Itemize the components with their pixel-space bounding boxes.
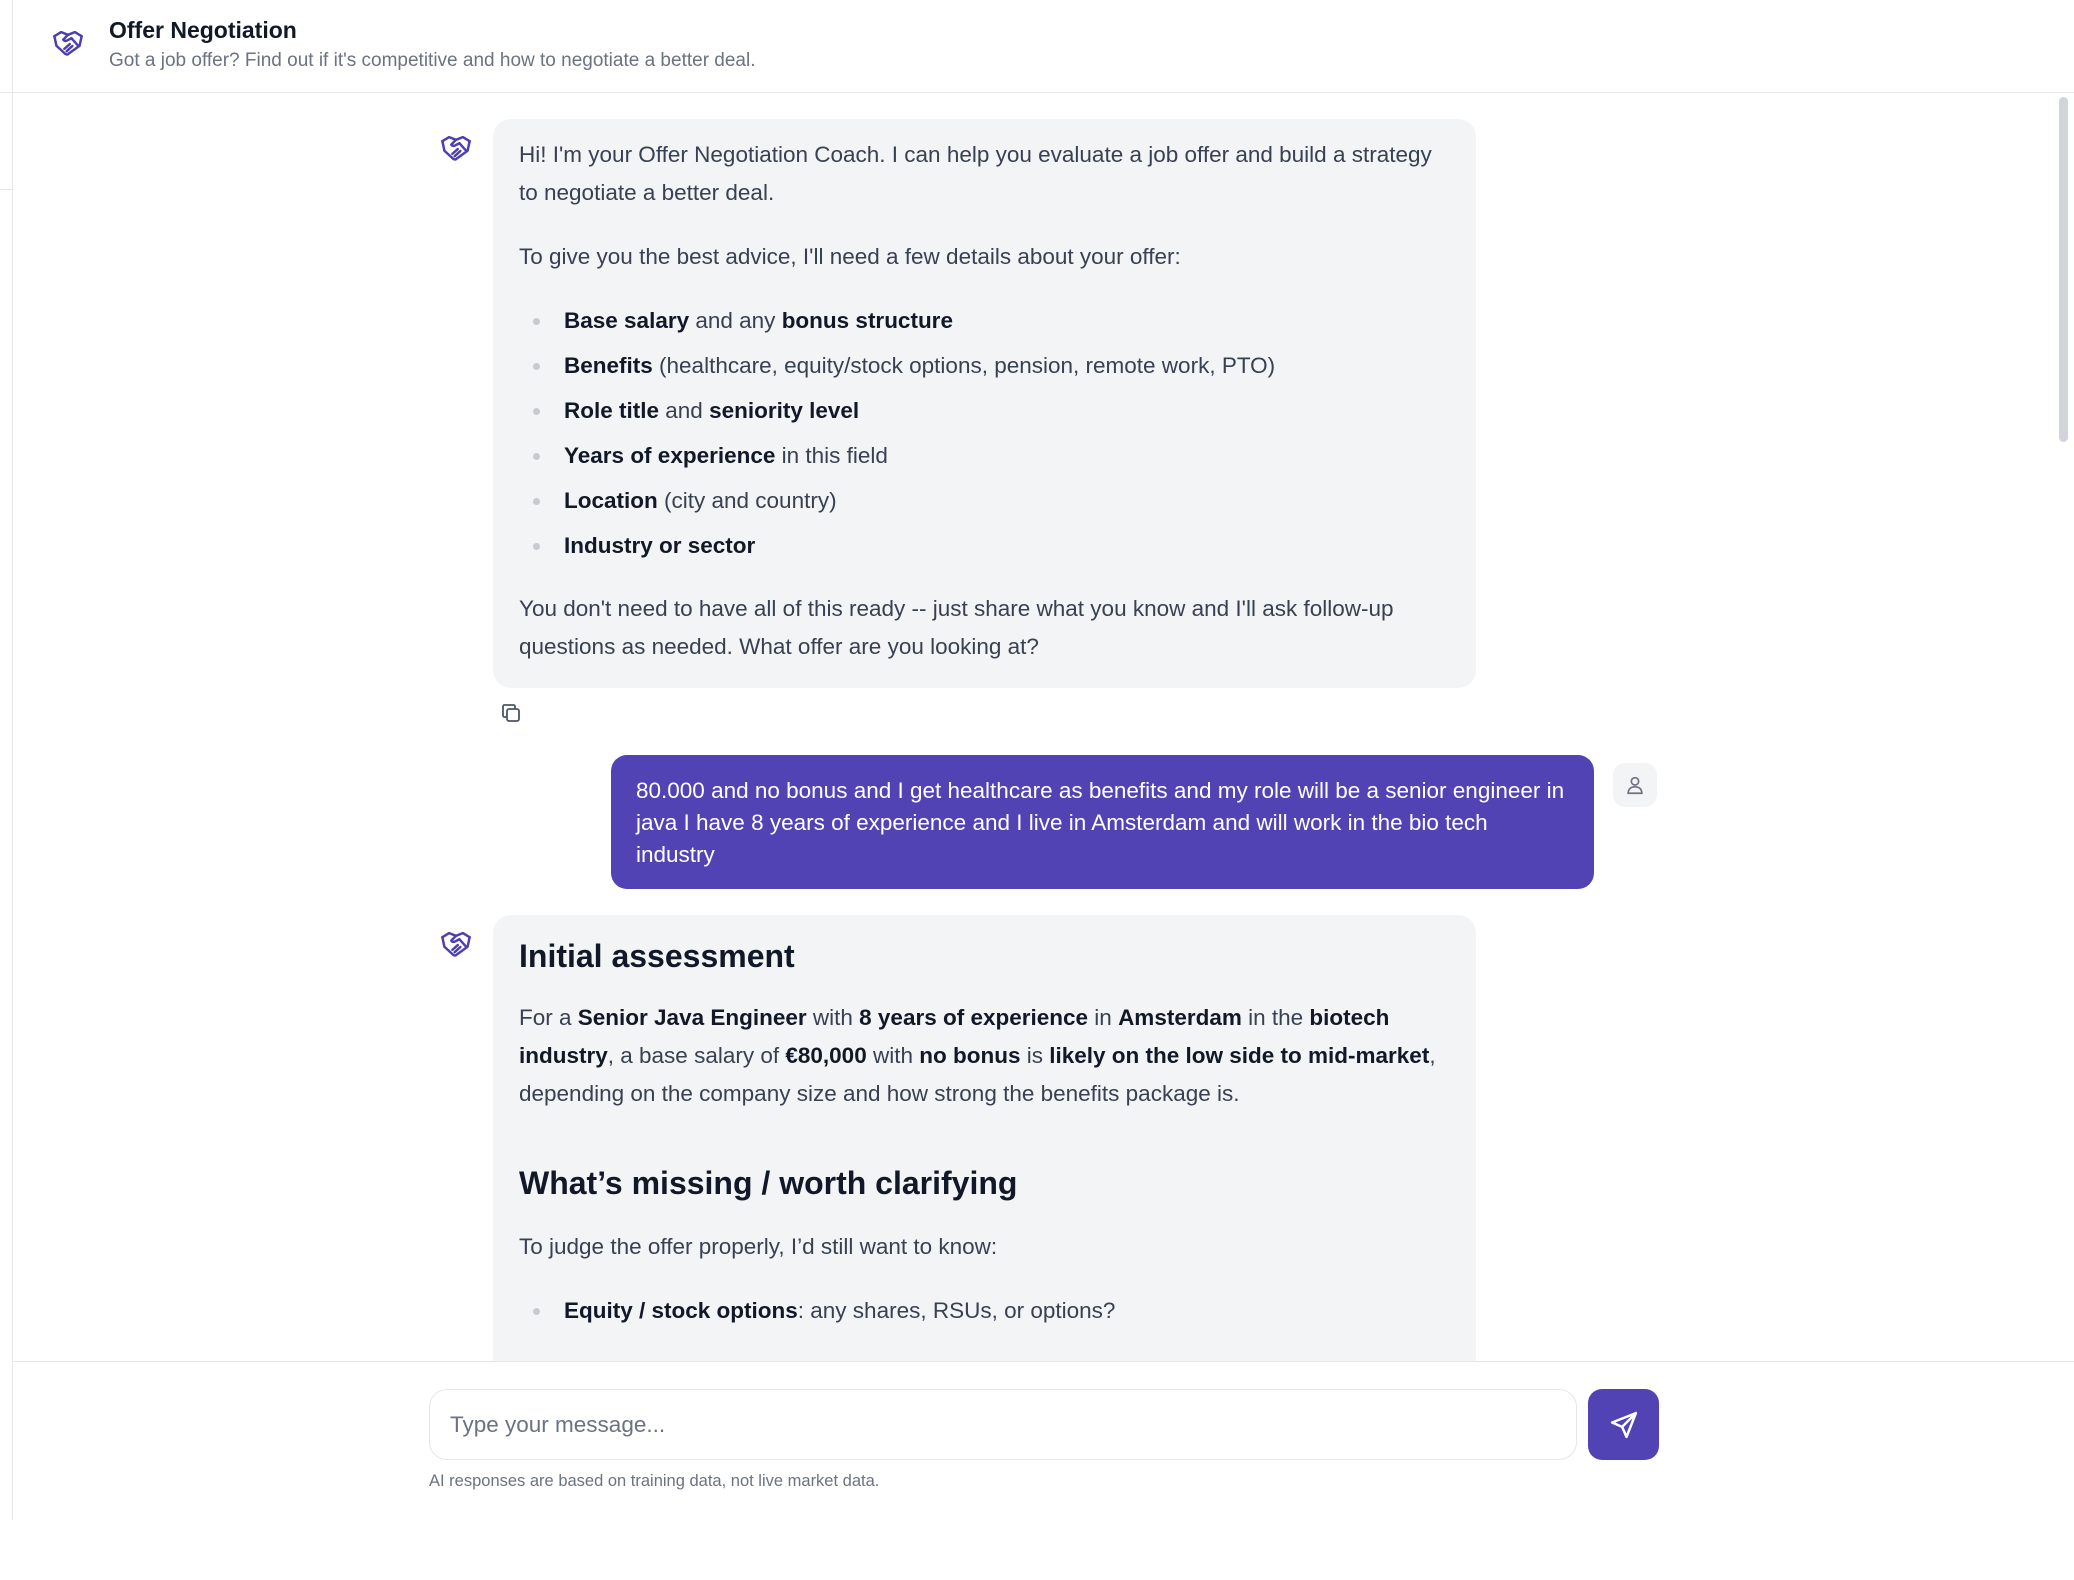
list-item: Years of experience in this field <box>519 433 1450 478</box>
handshake-icon <box>51 28 85 58</box>
copy-icon <box>499 701 523 725</box>
chat-area[interactable] <box>13 93 2074 1361</box>
list-item: Role title and seniority level <box>519 388 1450 433</box>
required-details-list <box>519 298 1450 568</box>
send-button[interactable] <box>1588 1389 1659 1460</box>
list-item: Industry or sector <box>519 523 1450 568</box>
user-message: 80.000 and no bonus and I get healthcare as benefits and my role will be a senior engineer in java I have 8 years of experience and I live in Amsterdam and will work in the bio tech industry <box>611 755 1594 889</box>
bot-avatar-handshake-icon <box>439 929 473 959</box>
missing-info-lead: To judge the offer properly, I’d still want to know: <box>519 1234 998 1259</box>
assessment-heading: Initial assessment <box>519 938 795 974</box>
copy-message-button[interactable] <box>496 698 526 728</box>
missing-info-list <box>519 1288 1450 1333</box>
message-composer <box>13 1361 2074 1520</box>
left-rail <box>0 0 13 1520</box>
list-item: Equity / stock options: any shares, RSUs, or options? <box>519 1288 1450 1333</box>
bot-avatar-handshake-icon <box>439 133 473 163</box>
bot-message-greeting <box>493 119 1476 688</box>
page-subtitle: Got a job offer? Find out if it's competitive and how to negotiate a better deal. <box>109 50 756 71</box>
assessment-paragraph: For a Senior Java Engineer with 8 years of experience in Amsterdam in the biotech industry, a base salary of €80,000 with no bonus is likely on the low side to mid-market, depending on the company size and how strong the benefits package is. <box>519 1005 1436 1106</box>
list-item: Benefits (healthcare, equity/stock options, pension, remote work, PTO) <box>519 343 1450 388</box>
app-header <box>13 0 2074 93</box>
send-icon <box>1609 1410 1639 1440</box>
rail-divider <box>0 92 13 93</box>
user-icon <box>1624 774 1646 796</box>
disclaimer-text: AI responses are based on training data, not live market data. <box>429 1472 880 1490</box>
rail-divider <box>0 189 13 190</box>
page-title: Offer Negotiation <box>109 17 297 43</box>
scrollbar-thumb[interactable] <box>2059 97 2068 442</box>
list-item: Base salary and any bonus structure <box>519 298 1450 343</box>
list-item: Location (city and country) <box>519 478 1450 523</box>
greeting-lead: To give you the best advice, I'll need a few details about your offer: <box>519 244 1181 269</box>
greeting-intro: Hi! I'm your Offer Negotiation Coach. I can help you evaluate a job offer and build a strategy to negotiate a better deal. <box>519 142 1432 205</box>
message-input[interactable] <box>429 1389 1577 1460</box>
bot-message-assessment <box>493 915 1476 1361</box>
user-avatar <box>1613 763 1657 807</box>
greeting-closing: You don't need to have all of this ready -- just share what you know and I'll ask follow-up questions as needed. What offer are you looking at? <box>519 596 1394 659</box>
missing-info-heading: What’s missing / worth clarifying <box>519 1165 1018 1201</box>
